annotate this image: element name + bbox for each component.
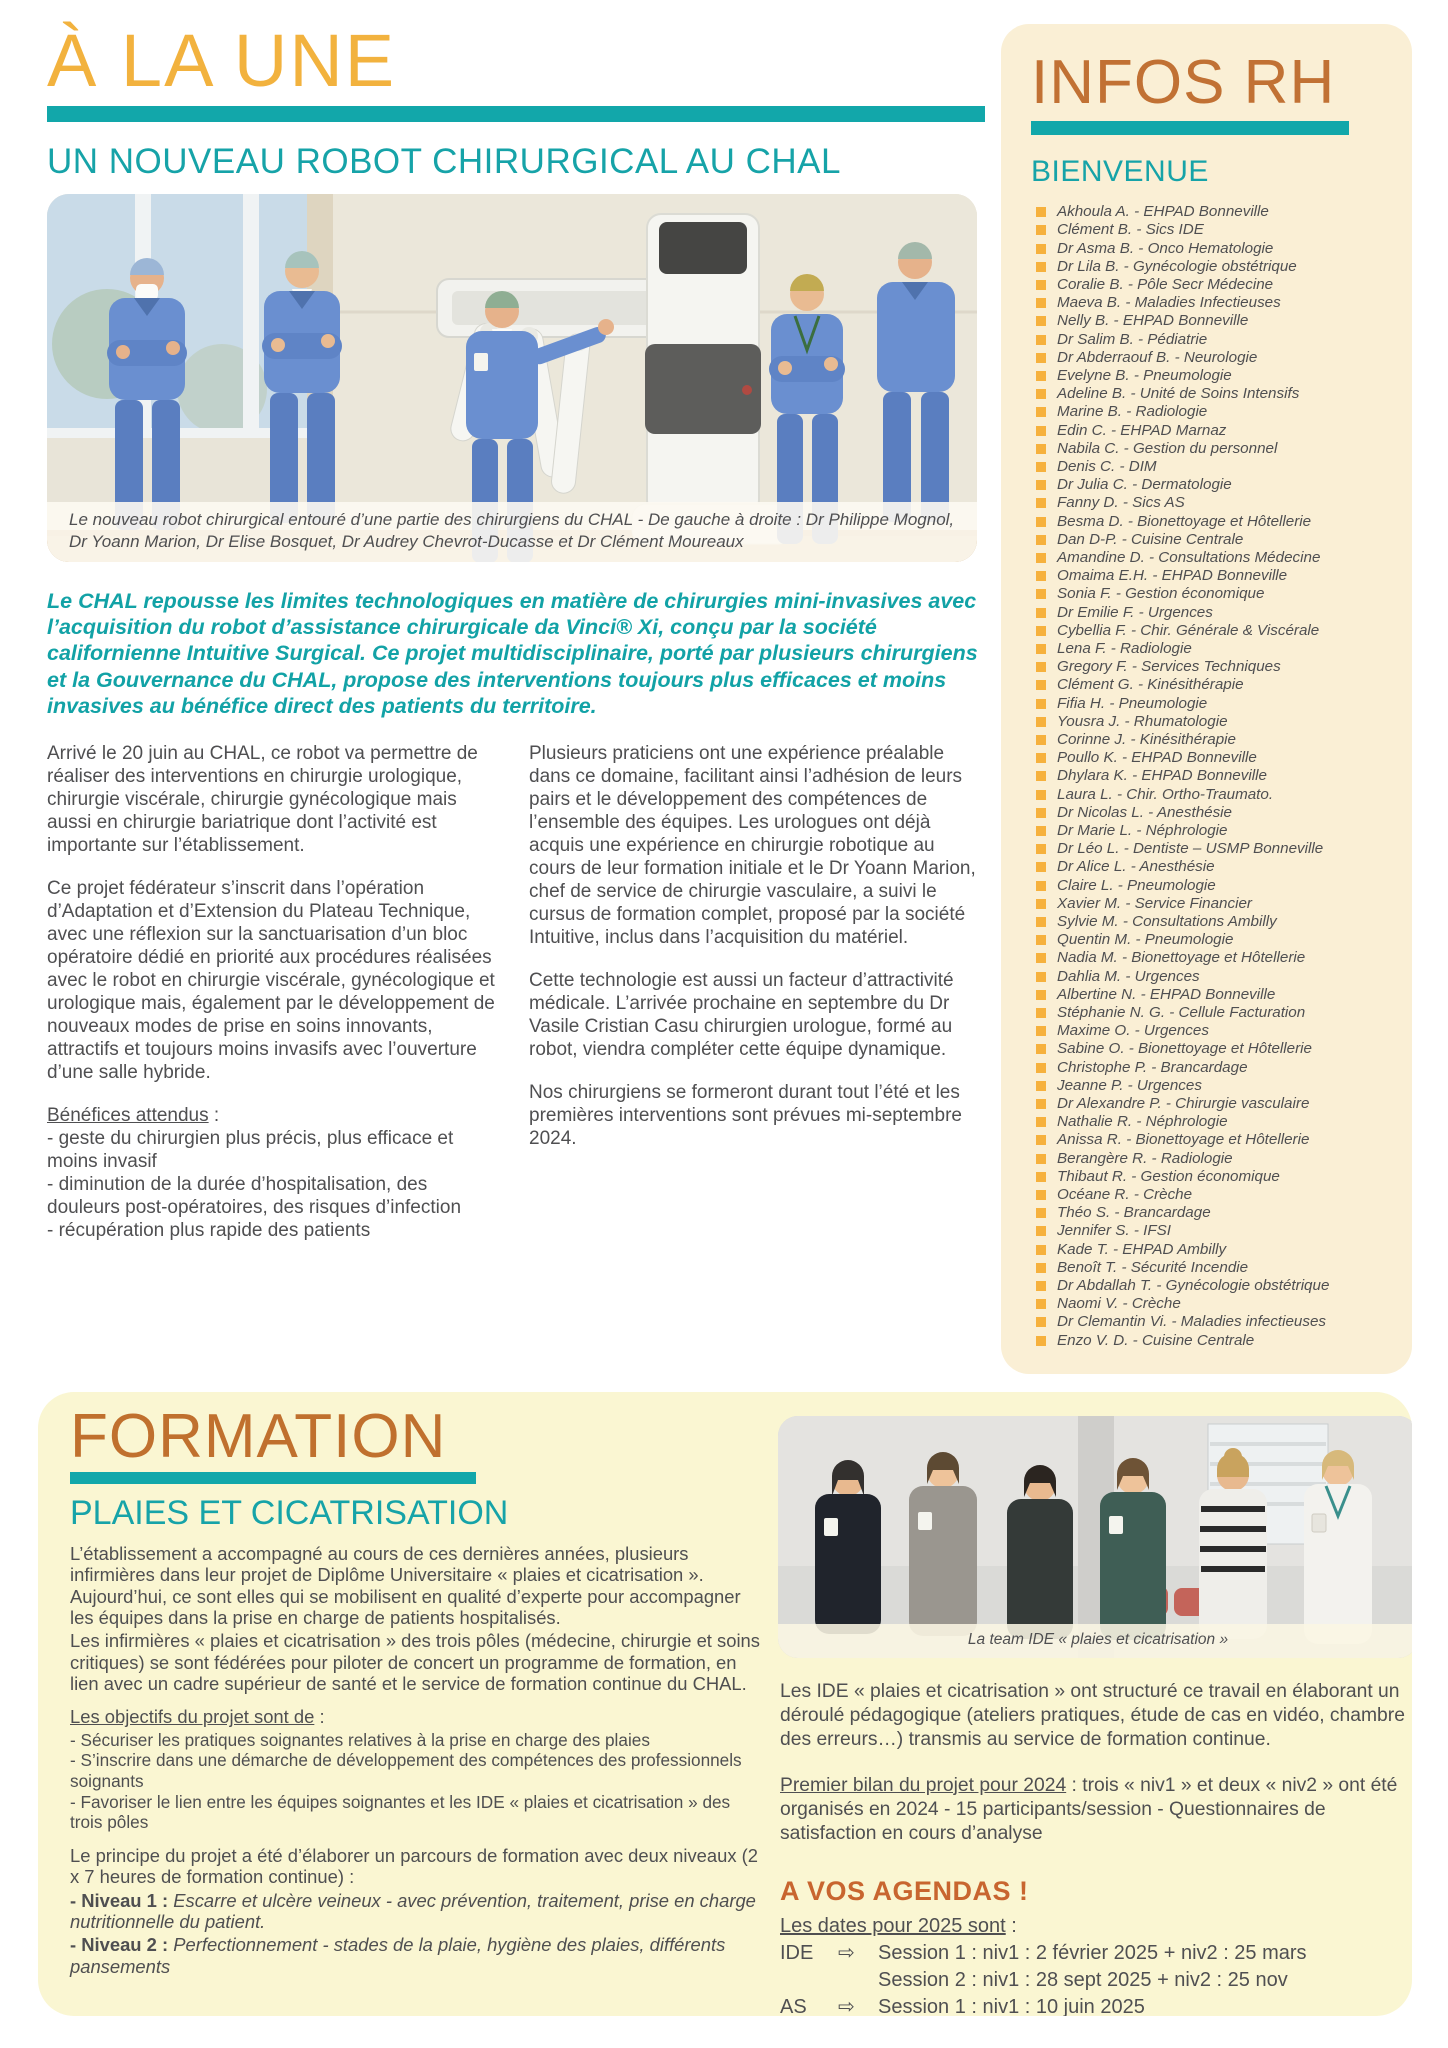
person-label: Corinne J. - Kinésithérapie (1057, 730, 1236, 748)
person-label: Dan D-P. - Cuisine Centrale (1057, 530, 1244, 548)
team-photo (778, 1416, 1412, 1658)
person-label: Dr Emilie F. - Urgences (1057, 603, 1213, 621)
person-label: Claire L. - Pneumologie (1057, 876, 1216, 894)
person-item (1031, 294, 1392, 312)
formation-subtitle: PLAIES ET CICATRISATION (70, 1494, 509, 1532)
square-bullet-icon (1036, 608, 1046, 618)
square-bullet-icon (1036, 680, 1046, 690)
person-label: Denis C. - DIM (1057, 457, 1157, 475)
square-bullet-icon (1036, 1044, 1046, 1054)
formation-underline-bar (70, 1472, 476, 1484)
square-bullet-icon (1036, 881, 1046, 891)
square-bullet-icon (1036, 1063, 1046, 1073)
article-column-left (47, 743, 503, 1243)
person-label: Adeline B. - Unité de Soins Intensifs (1057, 385, 1300, 403)
person-item (1031, 658, 1392, 676)
square-bullet-icon (1036, 1190, 1046, 1200)
person-label: Dahlia M. - Urgences (1057, 967, 1200, 985)
person-label: Dr Alice L. - Anesthésie (1057, 858, 1215, 876)
agenda-session: Session 2 : niv1 : 28 sept 2025 + niv2 : 25 nov (878, 1968, 1288, 1991)
formation-panel (38, 1392, 1412, 2016)
square-bullet-icon (1036, 462, 1046, 472)
person-label: Sylvie M. - Consultations Ambilly (1057, 913, 1277, 931)
person-label: Marine B. - Radiologie (1057, 403, 1208, 421)
agenda-session: Session 1 : niv1 : 10 juin 2025 (878, 1995, 1145, 2016)
agenda-audience (780, 1967, 838, 1994)
bilan-heading: Premier bilan du projet pour 2024 (780, 1774, 1067, 1796)
square-bullet-icon (1036, 1281, 1046, 1291)
person-item (1031, 367, 1392, 385)
person-label: Sonia F. - Gestion économique (1057, 585, 1265, 603)
person-label: Jeanne P. - Urgences (1057, 1076, 1202, 1094)
person-label: Dr Abderraouf B. - Neurologie (1057, 348, 1258, 366)
paragraph: Plusieurs praticiens ont une expérience préalable dans ce domaine, facilitant ainsi l’adhésion de leurs pairs et le développement des compétences de l’ensemble des équipes. Les urologues ont déjà acquis une expérience en chirurgie robotique au cours de leur formation initiale et le Dr Yoann Marion, chef de service de chirurgie vasculaire, a suivi le cursus de formation complet, proposé par la société Intuitive, inclus dans l’acquisition du matériel. (529, 743, 976, 948)
person-label: Laura L. - Chir. Ortho-Traumato. (1057, 785, 1274, 803)
person-item (1031, 913, 1392, 931)
person-label: Dr Salim B. - Pédiatrie (1057, 330, 1208, 348)
square-bullet-icon (1036, 553, 1046, 563)
agenda-audience: IDE (780, 1941, 814, 1964)
person-item (1031, 822, 1392, 840)
square-bullet-icon (1036, 753, 1046, 763)
benefits-list (47, 1128, 503, 1243)
square-bullet-icon (1036, 1299, 1046, 1309)
person-item (1031, 440, 1392, 458)
person-label: Nabila C. - Gestion du personnel (1057, 439, 1278, 457)
person-item (1031, 1332, 1392, 1350)
paragraph: Arrivé le 20 juin au CHAL, ce robot va permettre de réaliser des interventions en chirurgie urologique, chirurgie viscérale, chirurgie gynécologique mais aussi en chirurgie bariatrique dont l’activité est importante sur l’établissement. (47, 743, 478, 857)
benefit-item: - diminution de la durée d’hospitalisation, des douleurs post-opératoires, des risques d’infection (47, 1173, 462, 1218)
person-label: Dr Abdallah T. - Gynécologie obstétrique (1057, 1277, 1330, 1295)
square-bullet-icon (1036, 1026, 1046, 1036)
square-bullet-icon (1036, 280, 1046, 290)
person-label: Dhylara K. - EHPAD Bonneville (1057, 767, 1267, 785)
person-label: Edin C. - EHPAD Marnaz (1057, 421, 1227, 439)
agenda-row (780, 1994, 1412, 2016)
square-bullet-icon (1036, 972, 1046, 982)
infos-rh-panel (1001, 24, 1412, 1374)
person-item (1031, 1222, 1392, 1240)
agenda-row (780, 1940, 1412, 1967)
square-bullet-icon (1036, 407, 1046, 417)
person-label: Cybellia F. - Chir. Générale & Viscérale (1057, 621, 1320, 639)
person-item (1031, 549, 1392, 567)
person-item (1031, 986, 1392, 1004)
level-label: - Niveau 2 : (70, 1934, 174, 1956)
square-bullet-icon (1036, 1081, 1046, 1091)
person-label: Yousra J. - Rhumatologie (1057, 712, 1228, 730)
person-label: Océane R. - Crèche (1057, 1186, 1193, 1204)
paragraph: Cette technologie est aussi un facteur d’attractivité médicale. L’arrivée prochaine en septembre du Dr Vasile Cristian Casu chirurgien urologue, formé au robot, viendra compléter cette équipe dynamique. (529, 969, 954, 1060)
person-label: Stéphanie N. G. - Cellule Facturation (1057, 1004, 1306, 1022)
square-bullet-icon (1036, 808, 1046, 818)
person-item (1031, 422, 1392, 440)
person-item (1031, 1095, 1392, 1113)
benefits-colon: : (208, 1104, 220, 1126)
person-label: Gregory F. - Services Techniques (1057, 658, 1281, 676)
benefits-block (47, 1105, 503, 1243)
person-item (1031, 1040, 1392, 1058)
square-bullet-icon (1036, 826, 1046, 836)
person-item (1031, 458, 1392, 476)
page-title: À LA UNE (47, 19, 397, 102)
person-item (1031, 767, 1392, 785)
person-label: Naomi V. - Crèche (1057, 1295, 1181, 1313)
infos-rh-underline-bar (1031, 121, 1349, 135)
person-label: Fanny D. - Sics AS (1057, 494, 1185, 512)
person-label: Albertine N. - EHPAD Bonneville (1057, 985, 1276, 1003)
person-item (1031, 1077, 1392, 1095)
person-label: Dr Léo L. - Dentiste – USMP Bonneville (1057, 840, 1324, 858)
person-item (1031, 258, 1392, 276)
square-bullet-icon (1036, 735, 1046, 745)
person-item (1031, 622, 1392, 640)
person-label: Clément G. - Kinésithérapie (1057, 676, 1244, 694)
paragraph: Nos chirurgiens se formeront durant tout l’été et les premières interventions sont prévues mi-septembre 2024. (529, 1081, 962, 1149)
agenda-heading: A VOS AGENDAS ! (780, 1875, 1029, 1906)
person-item (1031, 1004, 1392, 1022)
person-item (1031, 221, 1392, 239)
person-item (1031, 895, 1392, 913)
person-item (1031, 513, 1392, 531)
robot-photo (47, 194, 977, 562)
person-label: Nathalie R. - Néphrologie (1057, 1113, 1228, 1131)
person-item (1031, 676, 1392, 694)
person-label: Omaima E.H. - EHPAD Bonneville (1057, 567, 1288, 585)
person-item (1031, 494, 1392, 512)
square-bullet-icon (1036, 517, 1046, 527)
square-bullet-icon (1036, 862, 1046, 872)
person-item (1031, 604, 1392, 622)
person-label: Enzo V. D. - Cuisine Centrale (1057, 1331, 1255, 1349)
square-bullet-icon (1036, 935, 1046, 945)
square-bullet-icon (1036, 844, 1046, 854)
square-bullet-icon (1036, 1172, 1046, 1182)
paragraph: Les IDE « plaies et cicatrisation » ont structuré ce travail en élaborant un déroulé pédagogique (ateliers pratiques, étude de cas en vidéo, chambre des erreurs…) transmis au service de formation continue. (780, 1681, 1405, 1750)
square-bullet-icon (1036, 225, 1046, 235)
person-label: Maxime O. - Urgences (1057, 1022, 1209, 1040)
people-list (1031, 203, 1392, 1350)
arrow-icon: ⇨ (838, 1941, 855, 1964)
person-label: Besma D. - Bionettoyage et Hôtellerie (1057, 512, 1312, 530)
person-label: Fifia H. - Pneumologie (1057, 694, 1208, 712)
person-label: Akhoula A. - EHPAD Bonneville (1057, 203, 1269, 221)
square-bullet-icon (1036, 1245, 1046, 1255)
dates-heading-line (780, 1915, 1412, 1938)
agenda-row (780, 1967, 1412, 1994)
person-item (1031, 403, 1392, 421)
person-label: Dr Clemantin Vi. - Maladies infectieuses (1057, 1313, 1326, 1331)
bilan-text: : trois « niv1 » et deux « niv2 » ont été organisés en 2024 - 15 participants/session - Questionnaires de satisfaction en cours d’analyse (780, 1774, 1398, 1844)
person-label: Kade T. - EHPAD Ambilly (1057, 1240, 1227, 1258)
person-item (1031, 385, 1392, 403)
person-label: Dr Julia C. - Dermatologie (1057, 476, 1232, 494)
photo-caption: Le nouveau robot chirurgical entouré d’une partie des chirurgiens du CHAL - De gauche à droite : Dr Philippe Mognol, Dr Yoann Marion, Dr Elise Bosquet, Dr Audrey Chevrot-Ducasse et Dr Clément Moureaux (47, 502, 977, 562)
infos-rh-title: INFOS RH (1031, 48, 1336, 117)
square-bullet-icon (1036, 717, 1046, 727)
person-item (1031, 949, 1392, 967)
square-bullet-icon (1036, 316, 1046, 326)
person-item (1031, 858, 1392, 876)
paragraph: Ce projet fédérateur s’inscrit dans l’opération d’Adaptation et d’Extension du Plateau Technique, avec une réflexion sur la sanctuarisation d’un bloc opératoire dédié en priorité aux procédures réalisées avec le robot en chirurgie viscérale, gynécologique et urologique mais, également par le développement de nouveaux modes de prise en soins innovants, attractifs et toujours moins invasifs avec l’ouverture d’une salle hybride. (47, 878, 495, 1083)
level-line (70, 1890, 760, 1933)
person-label: Coralie B. - Pôle Secr Médecine (1057, 275, 1274, 293)
square-bullet-icon (1036, 498, 1046, 508)
person-item (1031, 786, 1392, 804)
article-title: UN NOUVEAU ROBOT CHIRURGICAL AU CHAL (47, 142, 841, 181)
formation-title: FORMATION (70, 1402, 447, 1471)
person-item (1031, 1022, 1392, 1040)
article-columns (47, 743, 985, 1243)
person-label: Dr Alexandre P. - Chirurgie vasculaire (1057, 1095, 1310, 1113)
person-label: Thibaut R. - Gestion économique (1057, 1167, 1280, 1185)
person-item (1031, 931, 1392, 949)
square-bullet-icon (1036, 953, 1046, 963)
person-item (1031, 531, 1392, 549)
square-bullet-icon (1036, 1154, 1046, 1164)
person-item (1031, 1277, 1392, 1295)
level-label: - Niveau 1 : (70, 1889, 174, 1911)
square-bullet-icon (1036, 1208, 1046, 1218)
person-item (1031, 1113, 1392, 1131)
level-text: Escarre et ulcère veineux - avec prévention, traitement, prise en charge nutritionnelle du patient. (70, 1889, 756, 1932)
title-underline-bar (47, 106, 985, 122)
person-label: Berangère R. - Radiologie (1057, 1149, 1233, 1167)
person-label: Théo S. - Brancardage (1057, 1204, 1211, 1222)
formation-right-column (778, 1406, 1412, 2016)
paragraph: Les infirmières « plaies et cicatrisation » des trois pôles (médecine, chirurgie et soins critiques) se sont fédérées pour piloter de concert un programme de formation, en lien avec un cadre supérieur de santé et le service de formation continue du CHAL. (70, 1630, 760, 1695)
person-label: Christophe P. - Brancardage (1057, 1058, 1248, 1076)
person-label: Quentin M. - Pneumologie (1057, 931, 1234, 949)
square-bullet-icon (1036, 426, 1046, 436)
person-label: Evelyne B. - Pneumologie (1057, 366, 1232, 384)
square-bullet-icon (1036, 262, 1046, 272)
square-bullet-icon (1036, 1226, 1046, 1236)
dates-heading: Les dates pour 2025 sont (780, 1914, 1006, 1937)
square-bullet-icon (1036, 1135, 1046, 1145)
person-label: Anissa R. - Bionettoyage et Hôtellerie (1057, 1131, 1310, 1149)
square-bullet-icon (1036, 644, 1046, 654)
square-bullet-icon (1036, 353, 1046, 363)
benefit-item: - geste du chirurgien plus précis, plus efficace et moins invasif (47, 1127, 454, 1172)
person-label: Poullo K. - EHPAD Bonneville (1057, 749, 1257, 767)
person-item (1031, 567, 1392, 585)
person-label: Dr Nicolas L. - Anesthésie (1057, 803, 1233, 821)
person-label: Nadia M. - Bionettoyage et Hôtellerie (1057, 949, 1306, 967)
person-label: Lena F. - Radiologie (1057, 639, 1192, 657)
a-la-une-section (47, 19, 985, 1243)
objective-item: - Favoriser le lien entre les équipes soignantes et les IDE « plaies et cicatrisation » des trois pôles (70, 1791, 731, 1833)
objective-item: - S’inscrire dans une démarche de développement des compétences des professionnels soignants (70, 1750, 742, 1792)
square-bullet-icon (1036, 662, 1046, 672)
person-label: Amandine D. - Consultations Médecine (1057, 548, 1321, 566)
dates-colon: : (1005, 1914, 1017, 1937)
person-item (1031, 1313, 1392, 1331)
person-item (1031, 276, 1392, 294)
person-item (1031, 1168, 1392, 1186)
square-bullet-icon (1036, 790, 1046, 800)
person-item (1031, 331, 1392, 349)
person-item (1031, 968, 1392, 986)
person-item (1031, 240, 1392, 258)
square-bullet-icon (1036, 1099, 1046, 1109)
article-column-right (529, 743, 985, 1243)
person-item (1031, 713, 1392, 731)
person-item (1031, 1259, 1392, 1277)
team-photo-illustration (778, 1416, 1412, 1658)
square-bullet-icon (1036, 1263, 1046, 1273)
person-item (1031, 1059, 1392, 1077)
person-item (1031, 1150, 1392, 1168)
person-label: Dr Lila B. - Gynécologie obstétrique (1057, 257, 1297, 275)
square-bullet-icon (1036, 899, 1046, 909)
person-label: Maeva B. - Maladies Infectieuses (1057, 294, 1281, 312)
objectives-heading-line (70, 1706, 760, 1727)
person-item (1031, 1131, 1392, 1149)
person-label: Dr Marie L. - Néphrologie (1057, 822, 1228, 839)
benefit-item: - récupération plus rapide des patients (47, 1219, 371, 1241)
intro-paragraph: Le CHAL repousse les limites technologiques en matière de chirurgies mini-invasives avec l’acquisition du robot d’assistance chirurgicale da Vinci® Xi, conçu par la société californienne Intuitive Surgical. Ce projet multidisciplinaire, porté par plusieurs chirurgiens et la Gouvernance du CHAL, propose des interventions toujours plus efficaces et moins invasives au bénéfice direct des patients du territoire. (47, 589, 978, 718)
square-bullet-icon (1036, 699, 1046, 709)
person-item (1031, 1186, 1392, 1204)
square-bullet-icon (1036, 207, 1046, 217)
paragraph: Le principe du projet a été d’élaborer un parcours de formation avec deux niveaux (2 x 7 heures de formation continue) : (70, 1844, 759, 1888)
square-bullet-icon (1036, 244, 1046, 254)
benefits-heading: Bénéfices attendus (47, 1104, 209, 1126)
objective-item: - Sécuriser les pratiques soignantes relatives à la prise en charge des plaies (70, 1729, 650, 1750)
square-bullet-icon (1036, 1317, 1046, 1327)
person-item (1031, 640, 1392, 658)
square-bullet-icon (1036, 298, 1046, 308)
level-line (70, 1934, 760, 1977)
arrow-icon: ⇨ (838, 1995, 855, 2016)
agenda-audience: AS (780, 1995, 807, 2016)
level-text: Perfectionnement - stades de la plaie, hygiène des plaies, différents pansements (70, 1934, 726, 1977)
person-label: Dr Asma B. - Onco Hematologie (1057, 239, 1274, 257)
arrow-icon (838, 1967, 878, 1994)
square-bullet-icon (1036, 480, 1046, 490)
person-item (1031, 312, 1392, 330)
person-item (1031, 585, 1392, 603)
paragraph: L’établissement a accompagné au cours de ces dernières années, plusieurs infirmières dans leur projet de Diplôme Universitaire « plaies et cicatrisation ». Aujourd’hui, ce sont elles qui se mobilisent en qualité d’experte pour accompagner les équipes dans la prise en charge de patients hospitalisés. (70, 1543, 741, 1629)
square-bullet-icon (1036, 335, 1046, 345)
person-label: Sabine O. - Bionettoyage et Hôtellerie (1057, 1040, 1312, 1058)
person-item (1031, 476, 1392, 494)
objectives-heading: Les objectifs du projet sont de (70, 1706, 315, 1728)
person-label: Xavier M. - Service Financier (1057, 894, 1252, 912)
square-bullet-icon (1036, 371, 1046, 381)
person-item (1031, 804, 1392, 822)
person-item (1031, 203, 1392, 221)
person-label: Jennifer S. - IFSI (1057, 1222, 1171, 1240)
person-item (1031, 749, 1392, 767)
objectives-colon: : (314, 1706, 325, 1728)
agenda-session: Session 1 : niv1 : 2 février 2025 + niv2 : 25 mars (878, 1941, 1307, 1964)
person-item (1031, 731, 1392, 749)
square-bullet-icon (1036, 535, 1046, 545)
square-bullet-icon (1036, 589, 1046, 599)
person-item (1031, 1241, 1392, 1259)
team-photo-caption: La team IDE « plaies et cicatrisation » (778, 1624, 1412, 1658)
person-label: Nelly B. - EHPAD Bonneville (1057, 312, 1249, 330)
objectives-list (70, 1730, 760, 1833)
square-bullet-icon (1036, 1008, 1046, 1018)
bilan-paragraph (780, 1774, 1412, 1846)
square-bullet-icon (1036, 389, 1046, 399)
square-bullet-icon (1036, 571, 1046, 581)
person-label: Benoît T. - Sécurité Incendie (1057, 1258, 1249, 1276)
person-item (1031, 695, 1392, 713)
square-bullet-icon (1036, 444, 1046, 454)
person-item (1031, 877, 1392, 895)
formation-left-column (70, 1402, 760, 2016)
square-bullet-icon (1036, 626, 1046, 636)
person-item (1031, 1204, 1392, 1222)
person-label: Clément B. - Sics IDE (1057, 221, 1204, 239)
square-bullet-icon (1036, 917, 1046, 927)
square-bullet-icon (1036, 1336, 1046, 1346)
bienvenue-heading: BIENVENUE (1031, 155, 1209, 189)
square-bullet-icon (1036, 771, 1046, 781)
person-item (1031, 349, 1392, 367)
square-bullet-icon (1036, 990, 1046, 1000)
square-bullet-icon (1036, 1117, 1046, 1127)
person-item (1031, 1295, 1392, 1313)
person-item (1031, 840, 1392, 858)
